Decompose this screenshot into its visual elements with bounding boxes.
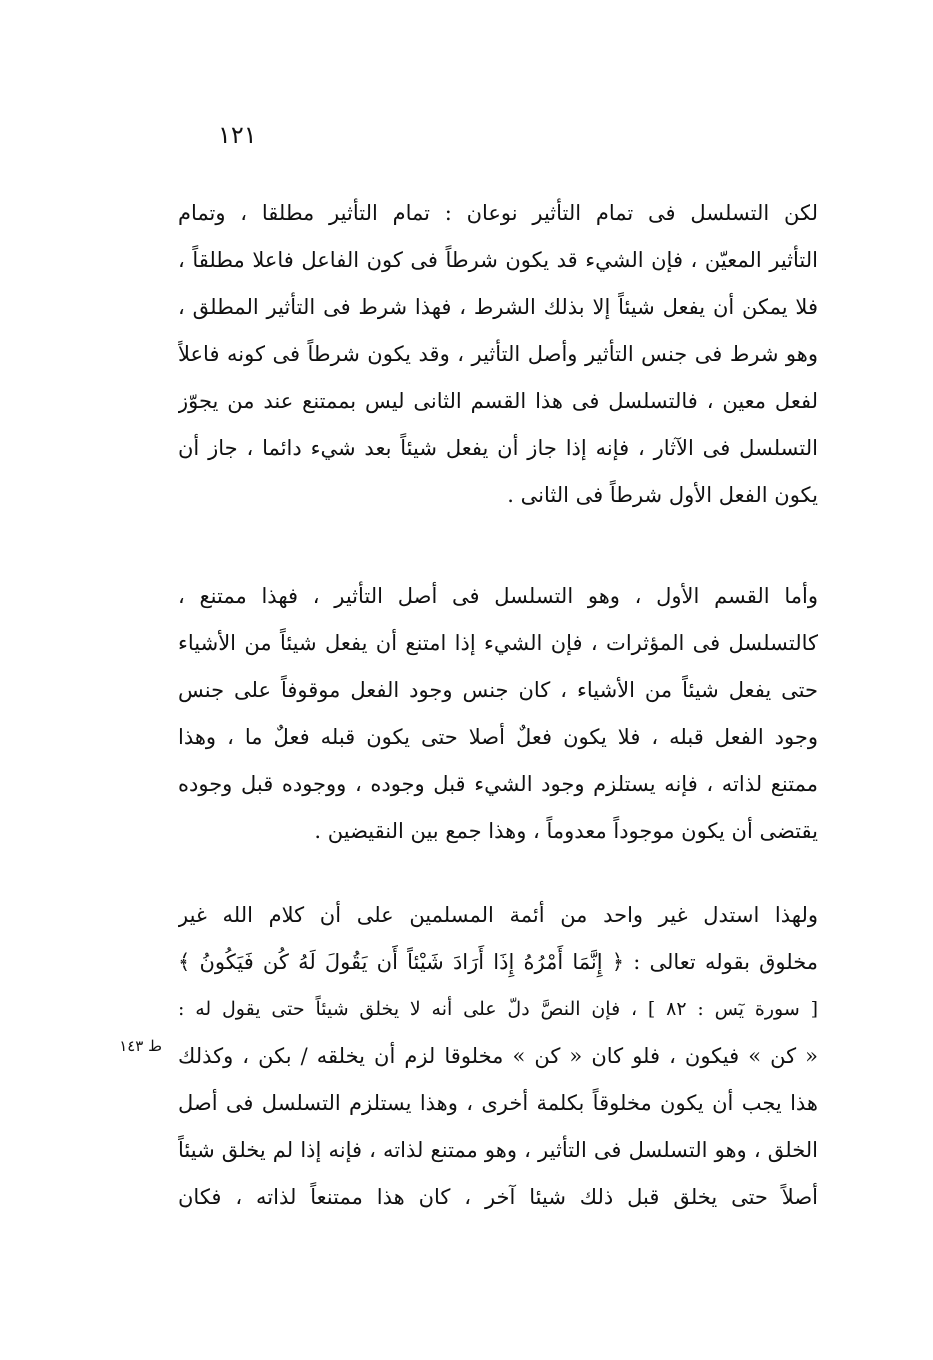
text-line: لفعل معين ، فالتسلسل فى هذا القسم الثانى ليس بممتنع عند من يجوّز: [178, 389, 818, 413]
text-line: وأما القسم الأول ، وهو التسلسل فى أصل التأثير ، فهذا ممتنع ،: [178, 584, 818, 608]
margin-note: ط ١٤٣: [119, 1037, 162, 1055]
paragraph-2: [178, 573, 818, 855]
text-line: التأثير المعيّن ، فإن الشيء قد يكون شرطاً فى كون الفاعل فاعلا مطلقاً ،: [178, 248, 818, 272]
sura-reference-line: [ سورة يٓس : ٨٢ ] ، فإن النصَّ دلّ على أنه لا يخلق شيئاً حتى يقول له :: [178, 998, 818, 1020]
text-line: التسلسل فى الآثار ، فإنه إذا جاز أن يفعل شيئاً بعد شيء دائما ، جاز أن: [178, 436, 818, 460]
text-line: هذا يجب أن يكون مخلوقاً بكلمة أخرى ، وهذا يستلزم التسلسل فى أصل: [178, 1091, 818, 1115]
paragraph-1: [178, 190, 818, 519]
text-line: وجود الفعل قبله ، فلا يكون فعلٌ أصلا حتى يكون قبله فعلٌ ما ، وهذا: [178, 725, 818, 749]
text-line: يقتضى أن يكون موجوداً معدوماً ، وهذا جمع بين النقيضين .: [314, 819, 818, 843]
text-line: ولهذا استدل غير واحد من أئمة المسلمين على أن كلام الله غير: [178, 903, 818, 927]
page-number: ١٢١: [218, 121, 257, 149]
text-line: لكن التسلسل فى تمام التأثير نوعان : تمام التأثير مطلقا ، وتمام: [178, 201, 818, 225]
text-line: أصلاً حتى يخلق قبل ذلك شيئا آخر ، كان هذا ممتنعاً لذاته ، فكان: [178, 1185, 818, 1209]
quran-verse-line: مخلوق بقوله تعالى : ﴿ إِنَّمَا أَمْرُهُ إِذَا أَرَادَ شَيْئاً أَن يَقُولَ لَهُ كُن فَيَكُونُ ﴾: [178, 950, 818, 974]
text-line: فلا يمكن أن يفعل شيئاً إلا بذلك الشرط ، فهذا شرط فى التأثير المطلق ،: [178, 295, 818, 319]
text-line: كالتسلسل فى المؤثرات ، فإن الشيء إذا امتنع أن يفعل شيئاً من الأشياء: [178, 631, 818, 655]
text-line: الخلق ، وهو التسلسل فى التأثير ، وهو ممتنع لذاته ، فإنه إذا لم يخلق شيئاً: [178, 1138, 818, 1162]
text-line: وهو شرط فى جنس التأثير وأصل التأثير ، وقد يكون شرطاً فى كونه فاعلاً: [178, 342, 818, 366]
text-line: حتى يفعل شيئاً من الأشياء ، كان جنس وجود الفعل موقوفاً على جنس: [178, 678, 818, 702]
text-line: ممتنع لذاته ، فإنه يستلزم وجود الشيء قبل وجوده ، ووجوده قبل وجوده: [178, 772, 818, 796]
text-line: « كن » فيكون ، فلو كان « كن » مخلوقا لزم أن يخلقه / بكن ، وكذلك: [178, 1044, 818, 1068]
paragraph-3: [178, 892, 818, 1221]
text-line: يكون الفعل الأول شرطاً فى الثانى .: [507, 483, 818, 507]
